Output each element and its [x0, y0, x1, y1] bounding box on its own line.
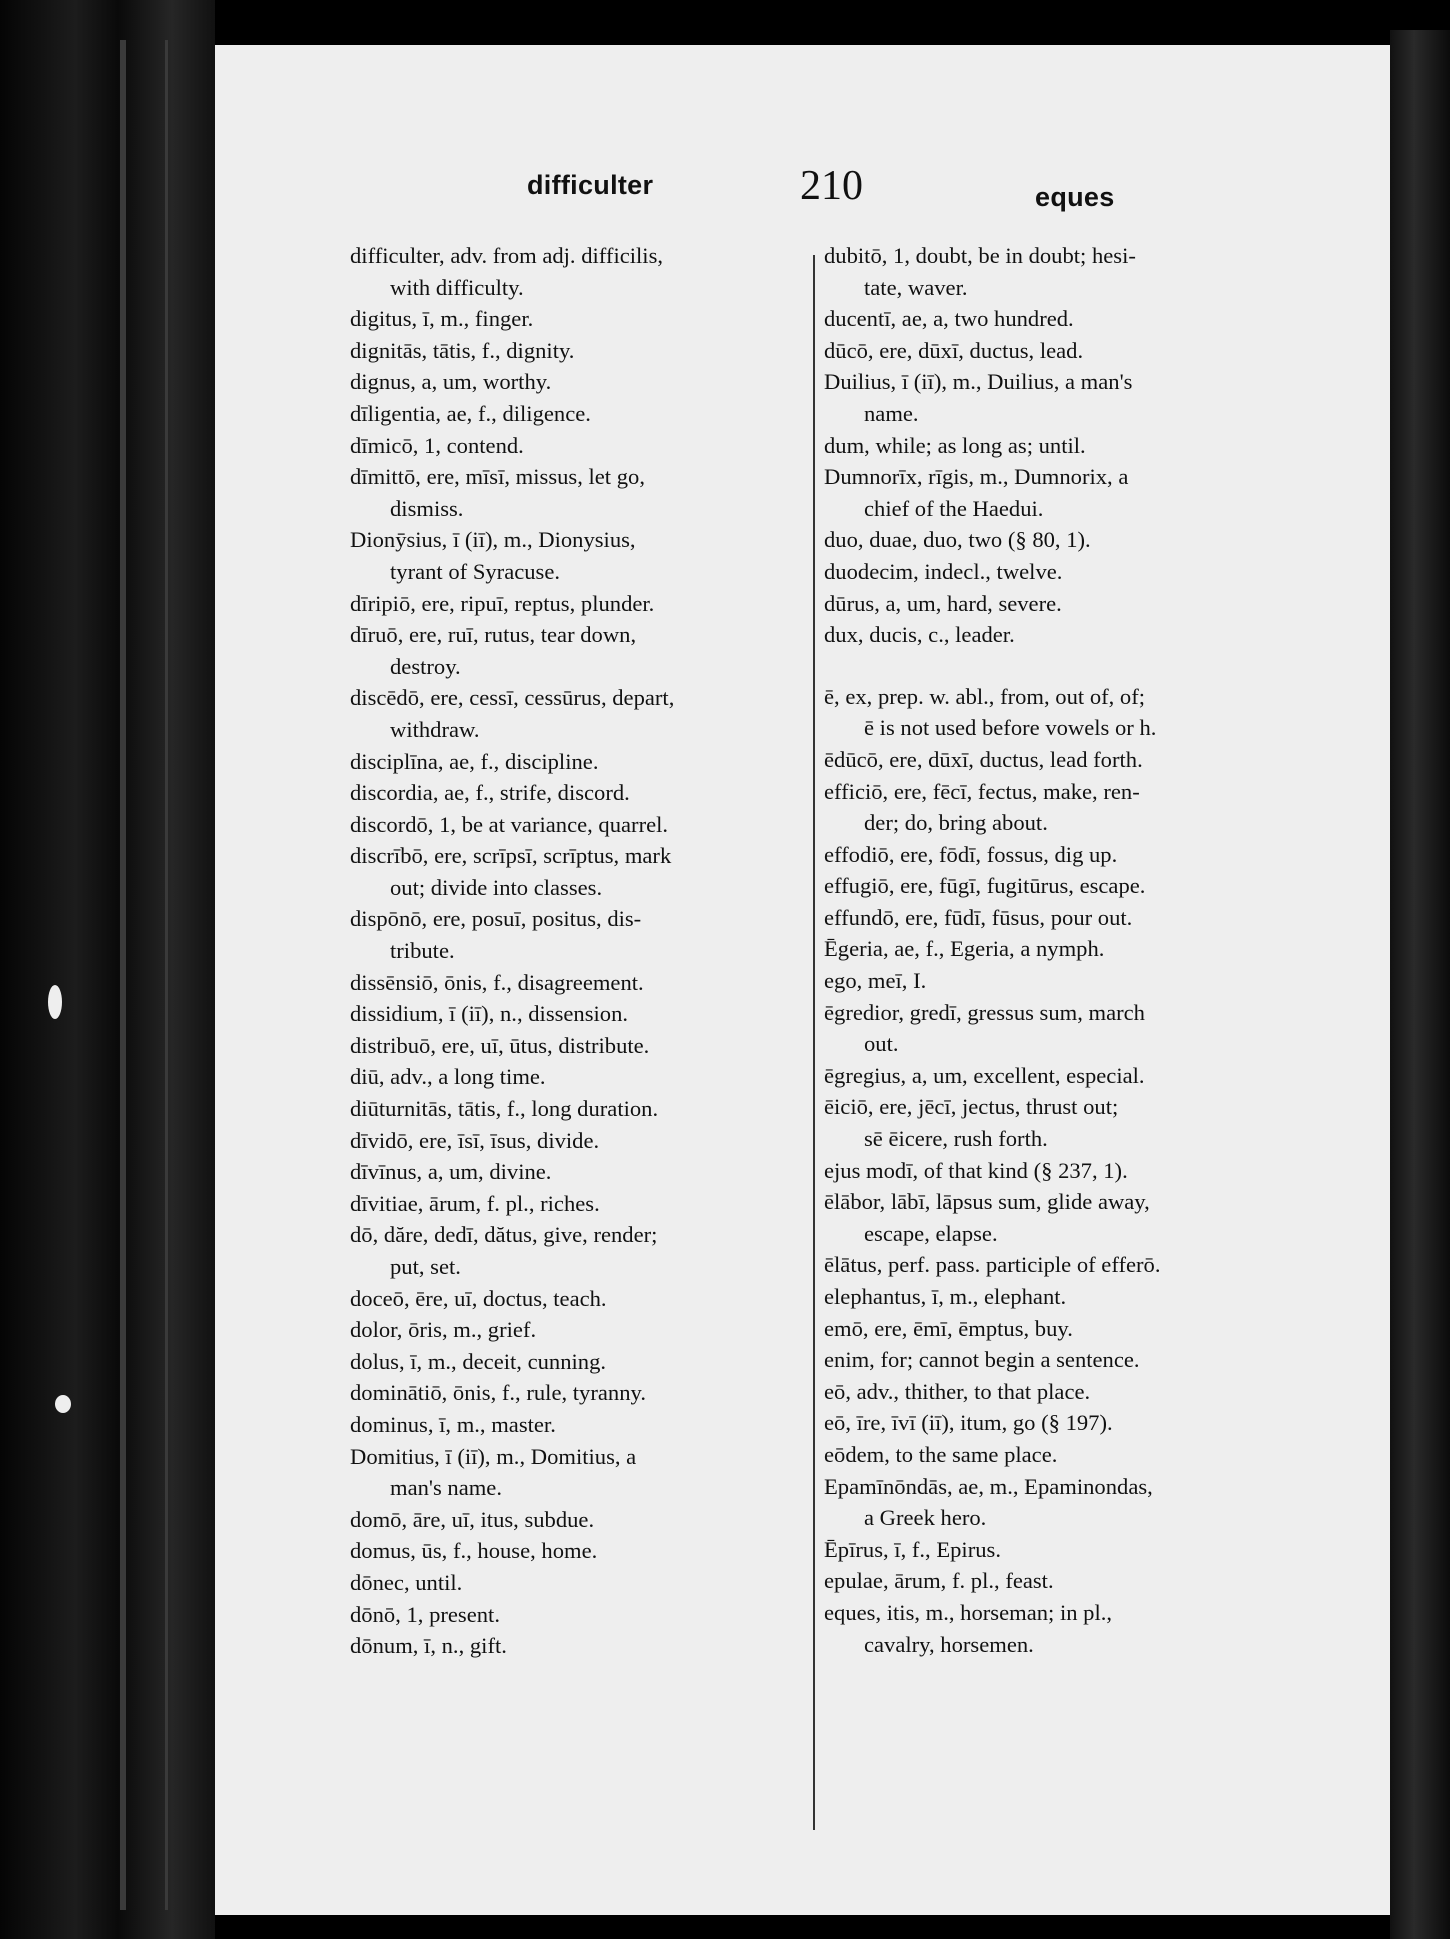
entry-line: dolus, ī, m., deceit, cunning. [350, 1348, 607, 1374]
entry-continuation: out. [864, 1031, 899, 1057]
page-number: 210 [800, 163, 863, 209]
dictionary-entry [824, 335, 1160, 367]
entry-continuation: tate, waver. [864, 274, 968, 300]
entry-line: dignitās, tātis, f., dignity. [350, 337, 575, 363]
dictionary-entry [824, 933, 1160, 965]
entry-line: dubitō, 1, doubt, be in doubt; hesi- [824, 243, 1136, 268]
dictionary-entry [824, 1534, 1160, 1566]
entry-line: ēgredior, gredī, gressus sum, march [824, 999, 1145, 1025]
dictionary-entry [350, 1061, 674, 1093]
entry-line: ēlātus, perf. pass. participle of efferō. [824, 1252, 1161, 1278]
entry-line: dīvitiae, ārum, f. pl., riches. [350, 1190, 600, 1216]
dictionary-entry [350, 588, 674, 620]
entry-line: duo, duae, duo, two (§ 80, 1). [824, 527, 1091, 553]
entry-line: dīligentia, ae, f., diligence. [350, 400, 591, 426]
entry-line: dō, dăre, dedī, dătus, give, render; [350, 1222, 658, 1248]
entry-continuation: put, set. [390, 1254, 461, 1279]
entry-line: ejus modī, of that kind (§ 237, 1). [824, 1157, 1128, 1183]
entry-continuation: tribute. [390, 938, 455, 964]
entry-continuation: destroy. [390, 653, 461, 679]
dictionary-entry [824, 776, 1160, 839]
entry-line: Ēgeria, ae, f., Egeria, a nymph. [824, 936, 1105, 962]
entry-line: elephantus, ī, m., elephant. [824, 1284, 1067, 1309]
entry-line: duodecim, indecl., twelve. [824, 558, 1063, 584]
entry-line: discrībō, ere, scrīpsī, scrīptus, mark [350, 843, 672, 869]
dictionary-entry [350, 1346, 674, 1378]
entry-line: domō, āre, uī, itus, subdue. [350, 1506, 595, 1532]
entry-line: eques, itis, m., horseman; in pl., [824, 1599, 1113, 1625]
dictionary-entry [350, 303, 674, 335]
dictionary-entry [350, 1156, 674, 1188]
dictionary-entry [350, 1188, 674, 1220]
dictionary-entry [824, 240, 1160, 303]
dictionary-entry [824, 1281, 1160, 1313]
entry-line: Duilius, ī (iī), m., Duilius, a man's [824, 369, 1133, 395]
entry-line: ducentī, ae, a, two hundred. [824, 306, 1074, 332]
dictionary-entry [824, 965, 1160, 997]
dictionary-entry [350, 1283, 674, 1315]
dictionary-entry [350, 430, 674, 462]
entry-line: distribuō, ere, uī, ūtus, distribute. [350, 1032, 650, 1058]
dictionary-entry [350, 777, 674, 809]
dictionary-entry [824, 1439, 1160, 1471]
binding-mark [55, 1395, 71, 1413]
dictionary-entry [824, 1313, 1160, 1345]
dictionary-entry [824, 588, 1160, 620]
dictionary-entry [824, 1186, 1160, 1249]
entry-continuation: dismiss. [390, 495, 464, 521]
dictionary-entry [350, 1377, 674, 1409]
dictionary-entry [824, 1407, 1160, 1439]
dictionary-entry [350, 398, 674, 430]
dictionary-entry [824, 1565, 1160, 1597]
entry-line: digitus, ī, m., finger. [350, 306, 534, 332]
entry-line: ego, meī, I. [824, 968, 927, 994]
dictionary-entry [350, 967, 674, 999]
entry-line: dignus, a, um, worthy. [350, 369, 552, 395]
entry-line: ē, ex, prep. w. abl., from, out of, of; [824, 683, 1146, 709]
dictionary-entry [350, 366, 674, 398]
entry-continuation: escape, elapse. [864, 1220, 998, 1246]
section-gap [824, 651, 1160, 681]
dictionary-entry [350, 1599, 674, 1631]
entry-line: discordō, 1, be at variance, quarrel. [350, 811, 669, 837]
right-column [824, 240, 1160, 1660]
entry-line: dōnō, 1, present. [350, 1601, 500, 1627]
dictionary-entry [824, 1471, 1160, 1534]
entry-line: emō, ere, ēmī, ēmptus, buy. [824, 1315, 1073, 1341]
dictionary-entry [824, 744, 1160, 776]
dictionary-entry [350, 335, 674, 367]
entry-line: dum, while; as long as; until. [824, 432, 1086, 458]
entry-line: efficiō, ere, fēcī, fectus, make, ren- [824, 778, 1140, 804]
dictionary-entry [824, 524, 1160, 556]
entry-line: eō, īre, īvī (iī), itum, go (§ 197). [824, 1410, 1113, 1436]
dictionary-entry [350, 809, 674, 841]
dictionary-entry [824, 681, 1160, 744]
entry-line: dissidium, ī (iī), n., dissension. [350, 1001, 629, 1027]
entry-line: effundō, ere, fūdī, fūsus, pour out. [824, 904, 1133, 930]
entry-line: dux, ducis, c., leader. [824, 622, 1015, 648]
entry-line: dīmittō, ere, mīsī, missus, let go, [350, 464, 645, 490]
dictionary-entry [824, 870, 1160, 902]
entry-line: dōnec, until. [350, 1569, 463, 1595]
entry-line: ēlābor, lābī, lāpsus sum, glide away, [824, 1189, 1150, 1215]
entry-continuation: man's name. [390, 1475, 502, 1501]
entry-line: dolor, ōris, m., grief. [350, 1317, 537, 1343]
dictionary-entry [350, 746, 674, 778]
dictionary-entry [824, 1249, 1160, 1281]
dictionary-entry [824, 1060, 1160, 1092]
entry-line: difficulter, adv. from adj. difficilis, [350, 243, 664, 268]
dictionary-entry [350, 1535, 674, 1567]
entry-line: disciplīna, ae, f., discipline. [350, 748, 599, 774]
entry-line: ēiciō, ere, jēcī, jectus, thrust out; [824, 1094, 1119, 1120]
book-spine-left [0, 0, 215, 1939]
dictionary-entry [824, 997, 1160, 1060]
entry-line: dissēnsiō, ōnis, f., disagreement. [350, 969, 644, 995]
running-head-right: eques [1035, 182, 1115, 212]
dictionary-entry [350, 524, 674, 587]
entry-line: diū, adv., a long time. [350, 1064, 546, 1090]
dictionary-entry [350, 240, 674, 303]
entry-line: dominus, ī, m., master. [350, 1411, 556, 1437]
dictionary-entry [350, 619, 674, 682]
dictionary-entry [350, 682, 674, 745]
dictionary-entry [824, 839, 1160, 871]
entry-line: dūcō, ere, dūxī, ductus, lead. [824, 337, 1084, 363]
spine-stripe [120, 40, 126, 1910]
dictionary-entry [350, 1093, 674, 1125]
entry-line: eōdem, to the same place. [824, 1441, 1058, 1467]
entry-line: ēdūcō, ere, dūxī, ductus, lead forth. [824, 746, 1143, 772]
entry-continuation: withdraw. [390, 716, 480, 742]
entry-continuation: cavalry, horsemen. [864, 1631, 1034, 1657]
column-rule [813, 255, 815, 1830]
entry-continuation: sē ēicere, rush forth. [864, 1126, 1048, 1152]
entry-continuation: with difficulty. [390, 274, 524, 300]
dictionary-entry [350, 461, 674, 524]
dictionary-entry [824, 366, 1160, 429]
entry-line: eō, adv., thither, to that place. [824, 1378, 1091, 1404]
left-column [350, 240, 674, 1662]
dictionary-entry [350, 1441, 674, 1504]
entry-continuation: der; do, bring about. [864, 810, 1048, 836]
dictionary-entry [824, 430, 1160, 462]
entry-line: dīruō, ere, ruī, rutus, tear down, [350, 622, 637, 648]
dictionary-entry [350, 998, 674, 1030]
entry-line: doceō, ēre, uī, doctus, teach. [350, 1285, 607, 1311]
entry-continuation: tyrant of Syracuse. [390, 558, 561, 584]
dictionary-entry [350, 1030, 674, 1062]
entry-line: dominātiō, ōnis, f., rule, tyranny. [350, 1380, 646, 1406]
entry-line: dīvīnus, a, um, divine. [350, 1159, 552, 1185]
dictionary-entry [824, 556, 1160, 588]
dictionary-entry [350, 1630, 674, 1662]
entry-line: Domitius, ī (iī), m., Domitius, a [350, 1443, 637, 1469]
entry-continuation: ē is not used before vowels or h. [864, 715, 1157, 741]
entry-line: dīvidō, ere, īsī, īsus, divide. [350, 1127, 600, 1153]
dictionary-entry [824, 461, 1160, 524]
entry-line: diūturnitās, tātis, f., long duration. [350, 1096, 659, 1122]
entry-line: dōnum, ī, n., gift. [350, 1633, 507, 1659]
binding-mark [48, 985, 62, 1019]
entry-line: enim, for; cannot begin a sentence. [824, 1347, 1140, 1373]
dictionary-entry [350, 1125, 674, 1157]
dictionary-entry [350, 1567, 674, 1599]
dictionary-entry [350, 840, 674, 903]
entry-line: effodiō, ere, fōdī, fossus, dig up. [824, 841, 1118, 867]
dictionary-entry [350, 1504, 674, 1536]
entry-continuation: a Greek hero. [864, 1505, 987, 1531]
entry-line: dīripiō, ere, ripuī, reptus, plunder. [350, 590, 655, 616]
dictionary-entry [350, 1409, 674, 1441]
dictionary-entry [824, 902, 1160, 934]
entry-line: ēgregius, a, um, excellent, especial. [824, 1062, 1145, 1088]
entry-continuation: chief of the Haedui. [864, 495, 1044, 521]
entry-line: Ēpīrus, ī, f., Epirus. [824, 1536, 1001, 1562]
entry-continuation: name. [864, 400, 919, 426]
dictionary-entry [824, 1597, 1160, 1660]
dictionary-entry [824, 1344, 1160, 1376]
entry-continuation: out; divide into classes. [390, 874, 603, 900]
running-head-left: difficulter [527, 170, 654, 200]
dictionary-entry [350, 1219, 674, 1282]
entry-line: Epamīnōndās, ae, m., Epaminondas, [824, 1473, 1153, 1499]
entry-line: epulae, ārum, f. pl., feast. [824, 1568, 1054, 1594]
dictionary-entry [824, 303, 1160, 335]
spine-stripe [165, 40, 168, 1910]
entry-line: dispōnō, ere, posuī, positus, dis- [350, 906, 642, 932]
entry-line: discordia, ae, f., strife, discord. [350, 780, 630, 806]
entry-line: dīmicō, 1, contend. [350, 432, 524, 458]
entry-line: effugiō, ere, fūgī, fugitūrus, escape. [824, 873, 1146, 899]
entry-line: discēdō, ere, cessī, cessūrus, depart, [350, 685, 675, 711]
dictionary-entry [824, 1155, 1160, 1187]
dictionary-entry [824, 619, 1160, 651]
entry-line: Dumnorīx, rīgis, m., Dumnorix, a [824, 464, 1129, 490]
entry-line: dūrus, a, um, hard, severe. [824, 590, 1062, 616]
entry-line: domus, ūs, f., house, home. [350, 1538, 598, 1564]
dictionary-entry [350, 1314, 674, 1346]
book-edge-right [1390, 30, 1450, 1939]
dictionary-entry [824, 1091, 1160, 1154]
dictionary-entry [350, 903, 674, 966]
dictionary-entry [824, 1376, 1160, 1408]
entry-line: Dionȳsius, ī (iī), m., Dionysius, [350, 527, 636, 553]
